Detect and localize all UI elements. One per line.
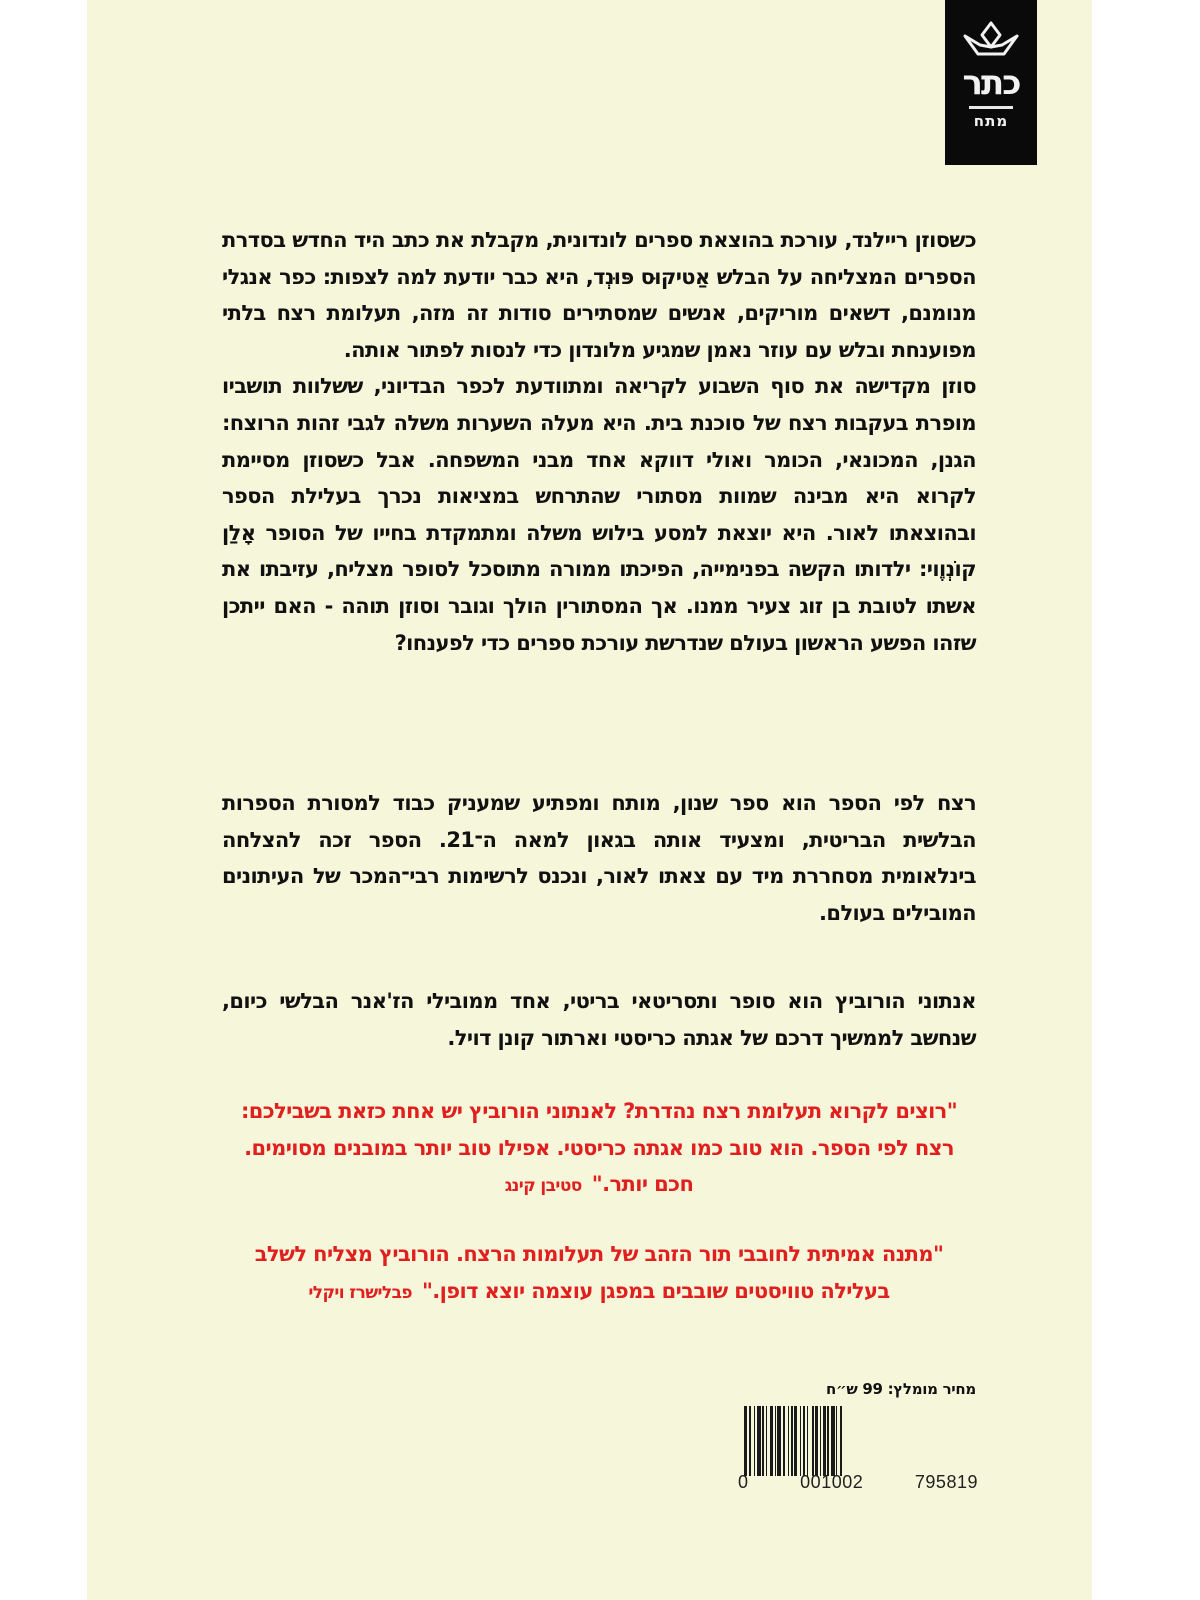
book-title: רצח לפי הספר [828, 791, 976, 815]
barcode-icon [744, 1406, 972, 1476]
review-quote-2: "מתנה אמיתית לחובבי תור הזהב של תעלומות הרצח. הורוביץ מצליח לשלב בעלילה טוויסטים שובבים במפגן עוצמה יוצא דופן."פבלישרז ויקלי [254, 1242, 944, 1303]
price-label: מחיר מומלץ: [887, 1380, 976, 1398]
barcode-digits: 0 001002 795819 [738, 1472, 978, 1492]
review-quote-1: "רוצים לקרוא תעלומת רצח נהדרת? לאנתוני הורוביץ יש אחת כזאת בשבילכם: רצח לפי הספר. הוא טוב כמו אגתה כריסטי. אפילו טוב יותר במובנים מסוימים. חכם יותר."סטיבן קינג [240, 1099, 958, 1197]
book-description-text: הוא ספר שנון, מותח ומפתיע שמעניק כבוד למסורת הספרות הבלשית הבריטית, ומצעיד אותה בגאון למאה ה־21. הספר זכה להצלחה בינלאומית מסחררת מיד עם צאתו לאור, ונכנס לרשימות רבי־המכר של העיתונים המובילים בעולם. [222, 791, 976, 925]
book-description [222, 785, 976, 931]
quote-source: סטיבן קינג [504, 1176, 582, 1197]
synopsis [222, 222, 976, 661]
recommended-price [740, 1380, 976, 1398]
logo-divider [969, 106, 1013, 109]
author-name: אנתוני הורוביץ [834, 989, 976, 1013]
publisher-imprint: מתח [973, 112, 1009, 130]
price-currency: ש״ח [826, 1380, 858, 1398]
publisher-logo [945, 0, 1037, 165]
quote-source: פבלישרז ויקלי [308, 1282, 412, 1303]
price-value: 99 [862, 1380, 883, 1398]
author-bio-text: הוא סופר ותסריטאי בריטי, אחד ממובילי הז'אנר הבלשי כיום, שנחשב לממשיך דרכם של אגתה כריסטי וארתור קונן דויל. [222, 989, 976, 1050]
author-bio [222, 983, 976, 1056]
publisher-wordmark: כתר [962, 63, 1020, 103]
crown-icon [962, 20, 1020, 64]
synopsis-paragraph-1: כשסוזן ריילנד, עורכת בהוצאת ספרים לונדונית, מקבלת את כתב היד החדש בסדרת הספרים המצליחה על הבלש אַטיקוּס פּוּנְד, היא כבר יודעת למה לצפות: כפר אנגלי מנומנם, דשאים מוריקים, אנשים שמסתירים סודות זה מזה, תעלומת רצח בלתי מפוענחת ובלש עם עוזר נאמן שמגיע מלונדון כדי לנסות לפתור אותה. [222, 228, 976, 362]
quote-book-title: רצח לפי הספר [817, 1135, 954, 1160]
synopsis-paragraph-2: סוזן מקדישה את סוף השבוע לקריאה ומתוודעת לכפר הבדיוני, ששלוות תושביו מופרת בעקבות רצח של סוכנת בית. היא מעלה השערות משלה לגבי זהות הרוצח: הגנן, המכונאי, הכומר ואולי דווקא אחד מבני המשפחה. אבל כשסוזן מסיימת לקרוא היא מבינה שמוות מסתורי שהתרחש במציאות נכרך בעלילת הספר ובהוצאתו לאור. היא יוצאת למסע בילוש משלה ומתמקדת בחייו של הסופר אָלַן קוֹנְוֶוי: ילדותו הקשה בפנימייה, הפיכתו ממורה מתוסכל לסופר מצליח, עזיבתו את אשתו לטובת בן זוג צעיר ממנו. אך המסתורין הולך וגובר וסוזן תוהה - האם ייתכן שזהו הפשע הראשון בעולם שנדרשת עורכת ספרים כדי לפענחו? [222, 374, 976, 655]
